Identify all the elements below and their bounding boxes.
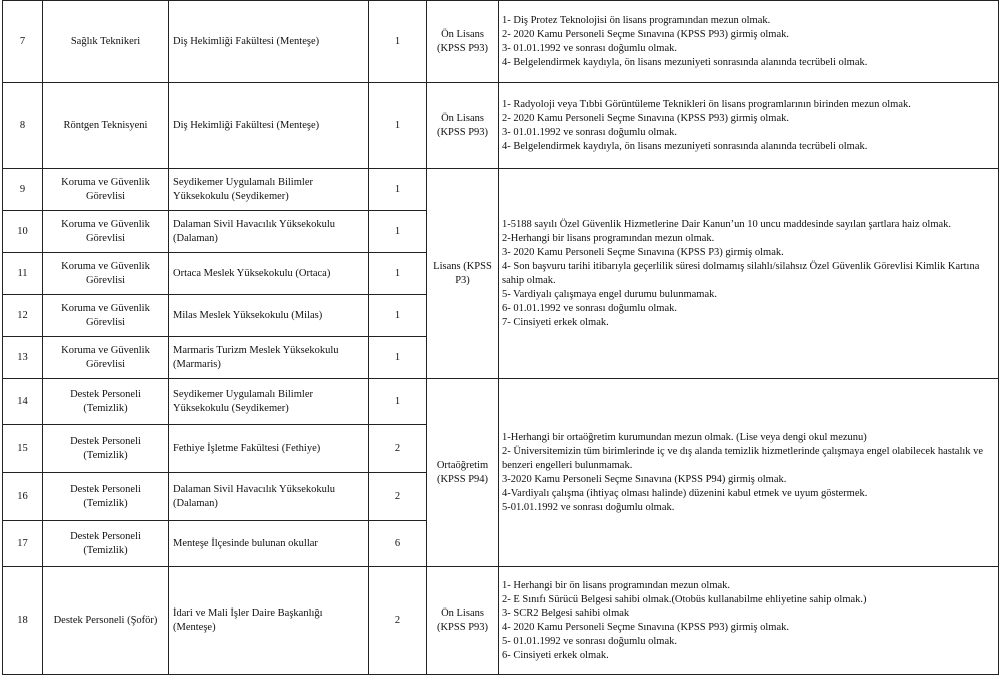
unit-name: Dalaman Sivil Havacılık Yüksekokulu (Dalaman) — [169, 211, 369, 253]
unit-name: Diş Hekimliği Fakültesi (Menteşe) — [169, 83, 369, 169]
row-number: 10 — [3, 211, 43, 253]
table-row — [3, 169, 999, 211]
requirement-item: 2-Herhangi bir lisans programından mezun olmak. — [502, 232, 715, 244]
position-title: Koruma ve Güvenlik Görevlisi — [43, 295, 169, 337]
position-title: Destek Personeli (Temizlik) — [43, 521, 169, 567]
requirements — [499, 83, 999, 169]
requirement-item: 4- 2020 Kamu Personeli Seçme Sınavına (KPSS P93) girmiş olmak. — [502, 621, 789, 633]
requirement-item: 3- 01.01.1992 ve sonrası doğumlu olmak. — [502, 126, 677, 138]
position-title: Destek Personeli (Temizlik) — [43, 425, 169, 473]
requirement-item: 1-Herhangi bir ortaöğretim kurumundan mezun olmak. (Lise veya dengi okul mezunu) — [502, 431, 867, 443]
position-count: 2 — [369, 567, 427, 675]
education-level: Lisans (KPSS P3) — [427, 169, 499, 379]
position-count: 1 — [369, 211, 427, 253]
requirement-item: 4- Belgelendirmek kaydıyla, ön lisans mezuniyeti sonrasında alanında tecrübeli olmak. — [502, 56, 868, 68]
requirement-item: 6- Cinsiyeti erkek olmak. — [502, 649, 609, 661]
row-number: 17 — [3, 521, 43, 567]
position-title: Koruma ve Güvenlik Görevlisi — [43, 253, 169, 295]
requirement-item: 3- 01.01.1992 ve sonrası doğumlu olmak. — [502, 42, 677, 54]
position-count: 1 — [369, 337, 427, 379]
row-number: 9 — [3, 169, 43, 211]
position-count: 1 — [369, 295, 427, 337]
position-title: Sağlık Teknikeri — [43, 1, 169, 83]
education-level: Ön Lisans (KPSS P93) — [427, 1, 499, 83]
table-row — [3, 83, 999, 169]
requirement-item: 1-5188 sayılı Özel Güvenlik Hizmetlerine Dair Kanun’un 10 uncu maddesinde sayılan şartlara haiz olmak. — [502, 218, 952, 230]
row-number: 7 — [3, 1, 43, 83]
requirement-item: 4- Son başvuru tarihi itibarıyla geçerlilik süresi dolmamış silahlı/silahsız Özel Güvenlik Görevlisi Kimlik Kartına sahip olmak. — [502, 260, 980, 286]
row-number: 18 — [3, 567, 43, 675]
row-number: 16 — [3, 473, 43, 521]
requirement-item: 1- Diş Protez Teknolojisi ön lisans programından mezun olmak. — [502, 14, 771, 26]
unit-name: Ortaca Meslek Yüksekokulu (Ortaca) — [169, 253, 369, 295]
position-count: 6 — [369, 521, 427, 567]
requirements — [499, 169, 999, 379]
requirement-item: 3-2020 Kamu Personeli Seçme Sınavına (KPSS P94) girmiş olmak. — [502, 473, 787, 485]
position-count: 1 — [369, 83, 427, 169]
position-count: 2 — [369, 473, 427, 521]
position-count: 2 — [369, 425, 427, 473]
table-row — [3, 567, 999, 675]
row-number: 13 — [3, 337, 43, 379]
position-title: Koruma ve Güvenlik Görevlisi — [43, 337, 169, 379]
education-level: Ön Lisans (KPSS P93) — [427, 567, 499, 675]
position-count: 1 — [369, 379, 427, 425]
requirement-item: 4- Belgelendirmek kaydıyla, ön lisans mezuniyeti sonrasında alanında tecrübeli olmak. — [502, 140, 868, 152]
requirement-item: 2- Üniversitemizin tüm birimlerinde iç ve dış alanda temizlik hizmetlerinde çalışmaya engel olabilecek hastalık ve benzeri engelleri bulunmamak. — [502, 445, 984, 471]
education-level: Ön Lisans (KPSS P93) — [427, 83, 499, 169]
requirement-item: 4-Vardiyalı çalışma (ihtiyaç olması halinde) düzenini kabul etmek ve uyum göstermek. — [502, 487, 868, 499]
position-title: Destek Personeli (Temizlik) — [43, 473, 169, 521]
requirement-item: 6- 01.01.1992 ve sonrası doğumlu olmak. — [502, 302, 677, 314]
unit-name: Seydikemer Uygulamalı Bilimler Yüksekokulu (Seydikemer) — [169, 169, 369, 211]
unit-name: Marmaris Turizm Meslek Yüksekokulu (Marmaris) — [169, 337, 369, 379]
requirement-item: 2- 2020 Kamu Personeli Seçme Sınavına (KPSS P93) girmiş olmak. — [502, 28, 789, 40]
requirement-item: 7- Cinsiyeti erkek olmak. — [502, 316, 609, 328]
requirement-item: 5- Vardiyalı çalışmaya engel durumu bulunmamak. — [502, 288, 717, 300]
unit-name: Fethiye İşletme Fakültesi (Fethiye) — [169, 425, 369, 473]
position-count: 1 — [369, 1, 427, 83]
education-level: Ortaöğretim (KPSS P94) — [427, 379, 499, 567]
position-title: Röntgen Teknisyeni — [43, 83, 169, 169]
table-row — [3, 1, 999, 83]
requirement-item: 1- Herhangi bir ön lisans programından mezun olmak. — [502, 579, 731, 591]
requirement-item: 1- Radyoloji veya Tıbbi Görüntüleme Teknikleri ön lisans programlarının birinden mezun olmak. — [502, 98, 911, 110]
position-title: Destek Personeli (Temizlik) — [43, 379, 169, 425]
row-number: 8 — [3, 83, 43, 169]
requirements — [499, 379, 999, 567]
requirement-item: 3- SCR2 Belgesi sahibi olmak — [502, 607, 630, 619]
row-number: 11 — [3, 253, 43, 295]
position-count: 1 — [369, 253, 427, 295]
row-number: 15 — [3, 425, 43, 473]
requirement-item: 5-01.01.1992 ve sonrası doğumlu olmak. — [502, 501, 675, 513]
position-count: 1 — [369, 169, 427, 211]
requirements — [499, 567, 999, 675]
positions-table — [2, 0, 999, 675]
requirement-item: 2- 2020 Kamu Personeli Seçme Sınavına (KPSS P93) girmiş olmak. — [502, 112, 789, 124]
unit-name: Dalaman Sivil Havacılık Yüksekokulu (Dalaman) — [169, 473, 369, 521]
row-number: 12 — [3, 295, 43, 337]
unit-name: Seydikemer Uygulamalı Bilimler Yüksekokulu (Seydikemer) — [169, 379, 369, 425]
position-title: Koruma ve Güvenlik Görevlisi — [43, 169, 169, 211]
table-row — [3, 379, 999, 425]
unit-name: Milas Meslek Yüksekokulu (Milas) — [169, 295, 369, 337]
unit-name: Diş Hekimliği Fakültesi (Menteşe) — [169, 1, 369, 83]
requirement-item: 5- 01.01.1992 ve sonrası doğumlu olmak. — [502, 635, 677, 647]
unit-name: Menteşe İlçesinde bulunan okullar — [169, 521, 369, 567]
requirement-item: 3- 2020 Kamu Personeli Seçme Sınavına (KPSS P3) girmiş olmak. — [502, 246, 784, 258]
unit-name: İdari ve Mali İşler Daire Başkanlığı (Menteşe) — [169, 567, 369, 675]
requirements — [499, 1, 999, 83]
requirement-item: 2- E Sınıfı Sürücü Belgesi sahibi olmak.(Otobüs kullanabilme ehliyetine sahip olmak.) — [502, 593, 867, 605]
position-title: Destek Personeli (Şoför) — [43, 567, 169, 675]
position-title: Koruma ve Güvenlik Görevlisi — [43, 211, 169, 253]
row-number: 14 — [3, 379, 43, 425]
